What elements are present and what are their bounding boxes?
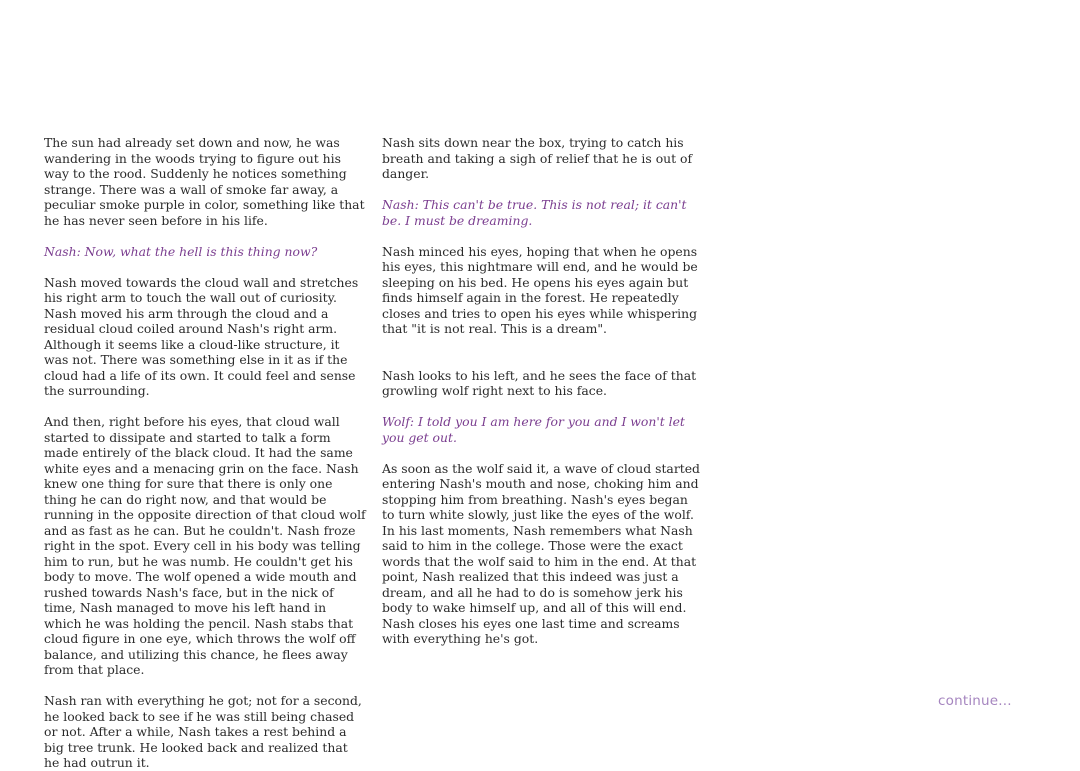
narrative-paragraph: As soon as the wolf said it, a wave of cloud started entering Nash's mouth and nose, choking him and stopping him from breathing. Nash's eyes began to turn white slowly, just like the eyes of the wolf. In his last moments, Nash remembers what Nash said to him in the college. Those were the exact words that the wolf said to him in the end. At that point, Nash realized that this indeed was just a dream, and all he had to do is somehow jerk his body to wake himself up, and all of this will end. Nash closes his eyes one last time and screams with everything he's got. [382, 460, 700, 646]
narrative-paragraph: Nash looks to his left, and he sees the face of that growling wolf right next to his face. [382, 367, 697, 398]
dialogue-line: Nash: This can't be true. This is not real; it can't be. I must be dreaming. [382, 197, 687, 228]
narrative-paragraph: Nash minced his eyes, hoping that when he opens his eyes, this nightmare will end, and he would be sleeping on his bed. He opens his eyes again but finds himself again in the forest. He repeatedly closes and tries to open his eyes while whispering that "it is not real. This is a dream". [382, 243, 698, 336]
right-column [382, 135, 704, 647]
narrative-paragraph: The sun had already set down and now, he was wandering in the woods trying to figure out his way to the rood. Suddenly he notices something strange. There was a wall of smoke far away, a peculiar smoke purple in color, something like that he has never seen before in his life. [44, 135, 365, 228]
narrative-paragraph: Although it seems like a cloud-like structure, it was not. There was something else in it as if the cloud had a life of its own. It could feel and sense the surrounding. [44, 336, 356, 398]
narrative-paragraph: Nash sits down near the box, trying to catch his breath and taking a sigh of relief that he is out of danger. [382, 135, 693, 181]
dialogue-line: Wolf: I told you I am here for you and I won't let you get out. [382, 414, 685, 445]
narrative-paragraph: Nash ran with everything he got; not for a second, he looked back to see if he was still being chased or not. After a while, Nash takes a rest behind a big tree trunk. He looked back and realized that he had outrun it. [44, 693, 362, 770]
narrative-paragraph: And then, right before his eyes, that cloud wall started to dissipate and started to talk a form made entirely of the black cloud. It had the same white eyes and a menacing grin on the face. Nash knew one thing for sure that there is only one thing he can do right now, and that would be running in the opposite direction of that cloud wolf and as fast as he can. But he couldn't. Nash froze right in the spot. Every cell in his body was telling him to run, but he was numb. He couldn't get his body to move. The wolf opened a wide mouth and rushed towards Nash's face, but in the nick of time, Nash managed to move his left hand in which he was holding the pencil. Nash stabs that cloud figure in one eye, which throws the wolf off balance, and utilizing this chance, he flees away from that place. [44, 414, 366, 677]
dialogue-line: Nash: Now, what the hell is this thing now? [44, 243, 318, 259]
left-column [44, 135, 366, 771]
narrative-paragraph: Nash moved towards the cloud wall and stretches his right arm to touch the wall out of curiosity. Nash moved his arm through the cloud and a residual cloud coiled around Nash's right arm. [44, 274, 359, 336]
continue-label: continue... [938, 693, 1012, 709]
